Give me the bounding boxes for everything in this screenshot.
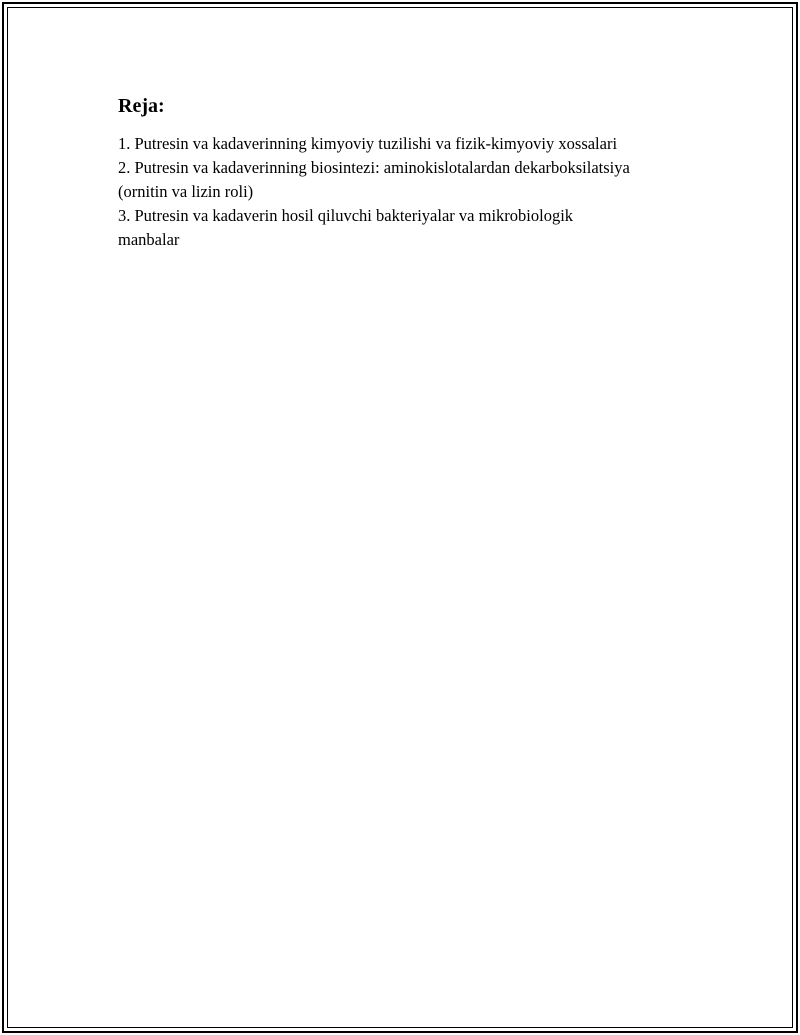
plan-item-3: 3. Putresin va kadaverin hosil qiluvchi bakteriyalar va mikrobiologik manbalar	[118, 206, 574, 249]
plan-heading: Reja:	[118, 95, 165, 117]
plan-item-1: 1. Putresin va kadaverinning kimyoviy tuzilishi va fizik-kimyoviy xossalari	[118, 134, 618, 153]
plan-list	[118, 132, 688, 252]
plan-item-2: 2. Putresin va kadaverinning biosintezi: aminokislotalardan dekarboksilatsiya (ornitin va lizin roli)	[118, 158, 630, 201]
document-body	[118, 94, 688, 252]
